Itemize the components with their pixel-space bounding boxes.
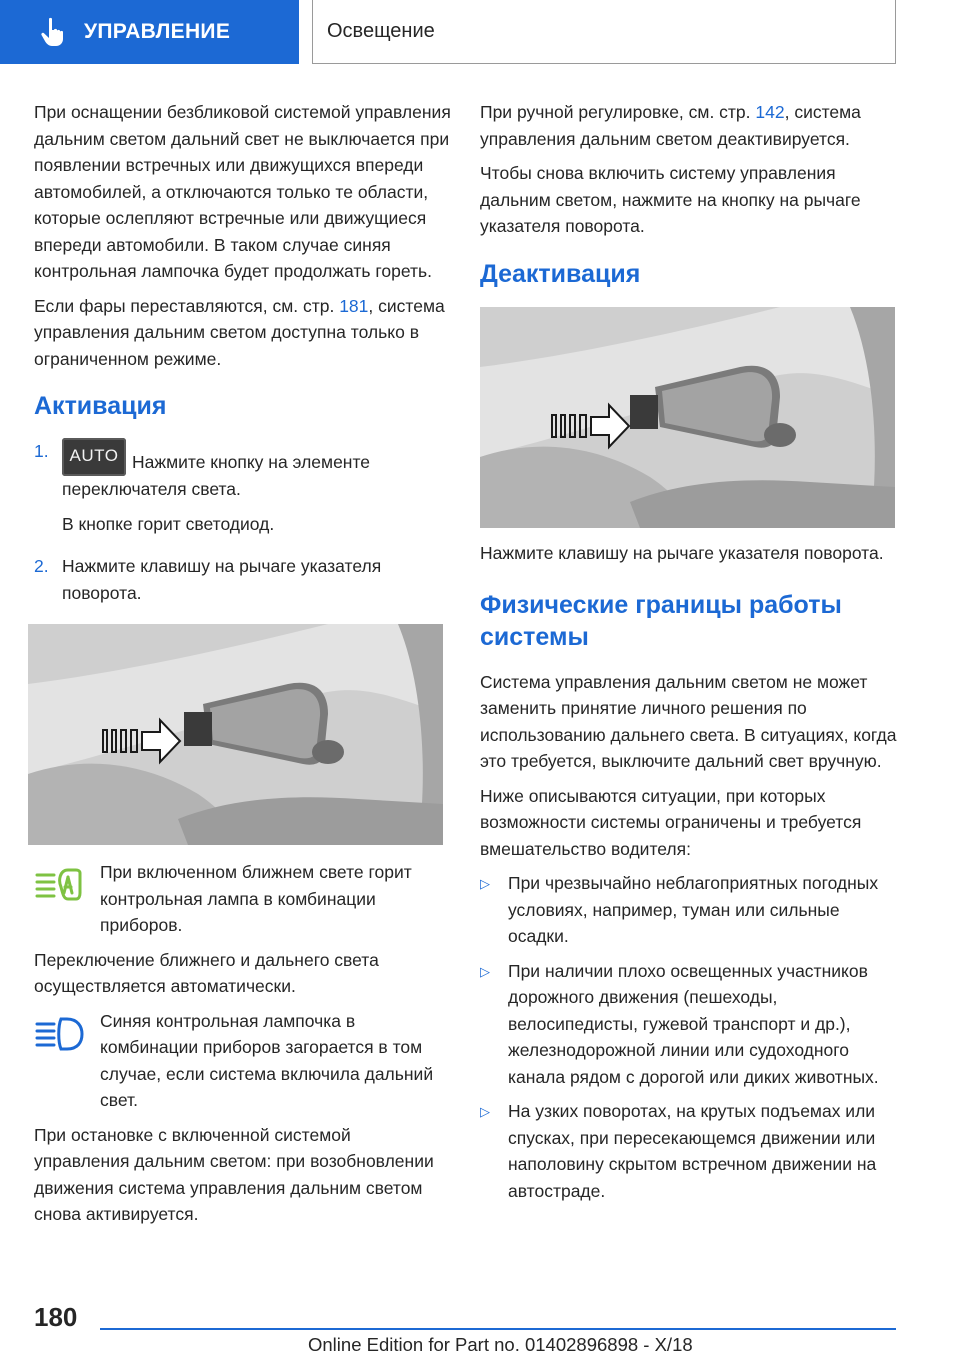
section-title: УПРАВЛЕНИЕ <box>84 20 231 43</box>
left-column-lower <box>34 859 451 1236</box>
list-item <box>480 870 897 950</box>
step-number: 1. <box>34 441 49 461</box>
indicator-note-high-beam <box>34 1008 451 1114</box>
triangle-bullet-icon: ▷ <box>480 963 490 979</box>
paragraph: Система управления дальним светом не может заменить принятие личного решения по использованию дальнего света. В ситуациях, когда это требуется, выключите дальний свет вручную. <box>480 671 897 771</box>
footer-divider <box>100 1328 896 1330</box>
heading-deactivation: Деактивация <box>480 259 641 288</box>
paragraph <box>480 99 897 152</box>
list-item-text: При наличии плохо освещенных участников дорожного движения (пешеходы, велосипедисты, гужевой транспорт и др.), железнодорожной линии или судоходного канала рядом с дорогой или диких животных. <box>508 960 879 1087</box>
figure-caption: Нажмите клавишу на рычаге указателя поворота. <box>480 543 884 563</box>
text: Нажмите кнопку на элементе переключателя света. <box>62 452 371 499</box>
text: , система управления дальним светом деактивируется. <box>480 102 861 149</box>
paragraph: При остановке с включенной системой управления дальним светом: при возобновлении движения система управления дальним светом снова активируется. <box>34 1124 434 1224</box>
paragraph <box>34 293 451 373</box>
list-item-text: При чрезвычайно неблагоприятных погодных условиях, например, туман или сильные осадки. <box>508 873 879 946</box>
lever-photo <box>28 624 443 845</box>
page-link-181[interactable]: 181 <box>339 295 369 316</box>
list-item-text: На узких поворотах, на крутых подъемах или спусках, при пересекающемся движении или наполовину скрытом встречном движении на автостраде. <box>508 1101 877 1201</box>
right-column-lower <box>480 540 897 1212</box>
paragraph: Переключение ближнего и дальнего света осуществляется автоматически. <box>34 949 379 996</box>
auto-button-label: AUTO <box>69 446 119 465</box>
paragraph: Чтобы снова включить систему управления дальним светом, нажмите на кнопку на рычаге указателя поворота. <box>480 163 861 236</box>
step-2 <box>34 553 451 614</box>
right-column <box>480 99 897 306</box>
edition-note: Online Edition for Part no. 01402896898 - X/18 <box>308 1334 693 1355</box>
left-column <box>34 99 451 622</box>
indicator-note-text: Синяя контрольная лампочка в комбинации приборов загорается в том случае, если система включила дальний свет. <box>100 1010 434 1110</box>
paragraph: При оснащении безбликовой системой управления дальним светом дальний свет не выключается при появлении встречных или движущихся впереди автомобилей, а отключаются только те области, которые ослепляют встречные или движущиеся впереди автомобили. В таком случае синяя контрольная лампочка будет продолжать гореть. <box>34 102 451 281</box>
triangle-bullet-icon: ▷ <box>480 1104 490 1119</box>
step-text: Нажмите клавишу на рычаге указателя поворота. <box>62 556 382 603</box>
step-text <box>62 438 451 503</box>
step-subtext: В кнопке горит светодиод. <box>62 513 275 534</box>
subsection-header <box>312 0 896 64</box>
step-1 <box>34 438 451 545</box>
high-beam-blue-icon <box>34 1014 86 1054</box>
text: Если фары переставляются, см. стр. <box>34 295 340 316</box>
subsection-title: Освещение <box>327 20 435 42</box>
list-item <box>480 1098 897 1204</box>
page-link-142[interactable]: 142 <box>755 102 785 122</box>
text: , система управления дальним светом доступна только в ограниченном режиме. <box>34 295 445 369</box>
heading-activation: Активация <box>34 392 167 420</box>
heading-limits: Физические границы работы системы <box>480 590 842 651</box>
lever-photo-deactivation <box>480 307 895 528</box>
indicator-note-low-beam <box>34 859 451 939</box>
indicator-note-text: При включенном ближнем свете горит контрольная лампа в комбинации приборов. <box>100 862 412 935</box>
step-number: 2. <box>34 556 49 576</box>
low-beam-green-icon <box>34 865 82 905</box>
auto-button-icon <box>62 438 126 476</box>
page-number: 180 <box>34 1302 78 1332</box>
section-tab[interactable] <box>0 0 299 64</box>
text: При ручной регулировке, см. стр. <box>480 102 756 122</box>
triangle-bullet-icon: ▷ <box>480 876 490 891</box>
paragraph: Ниже описываются ситуации, при которых возможности системы ограничены и требуется вмешательство водителя: <box>480 785 862 859</box>
list-item <box>480 958 897 1091</box>
limits-list <box>480 870 897 1204</box>
hand-pointer-icon <box>40 17 66 47</box>
